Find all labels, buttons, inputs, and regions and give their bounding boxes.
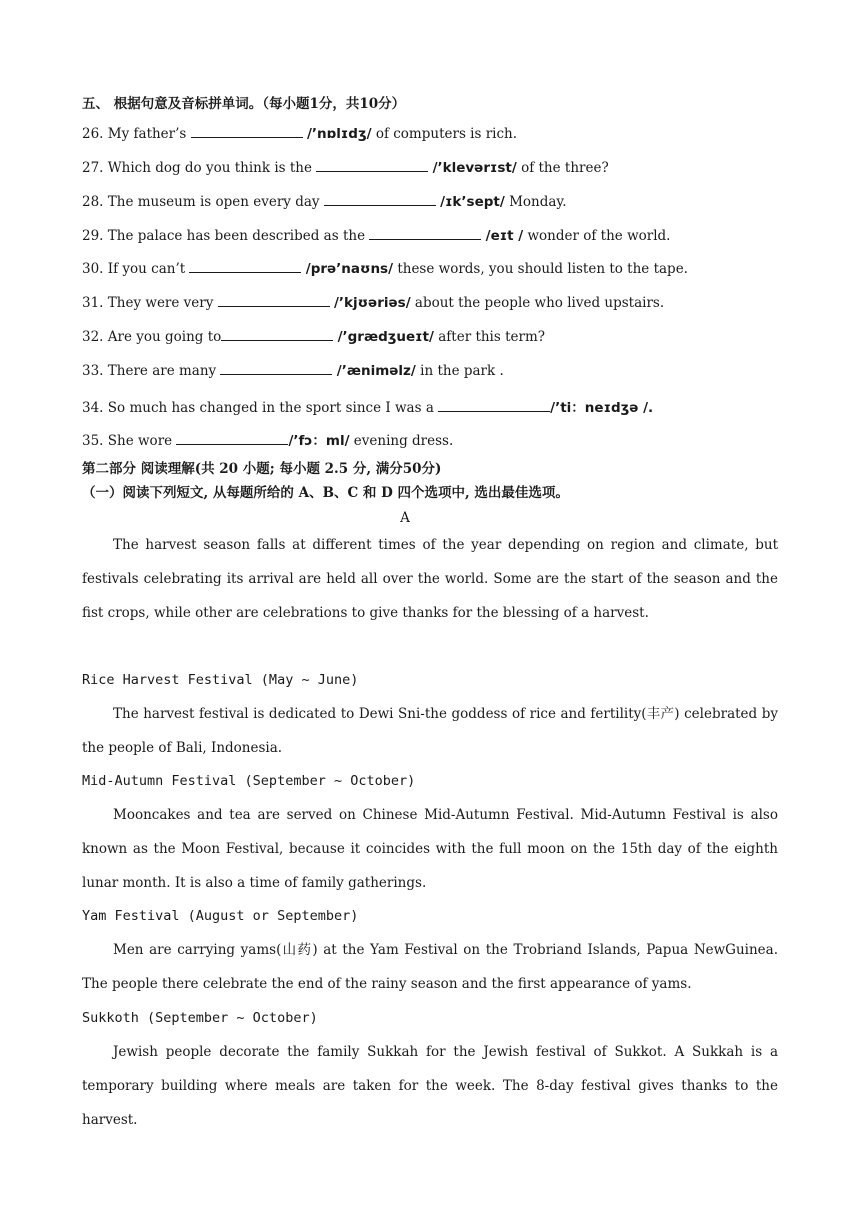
phonetic: /’klevərɪst/ bbox=[432, 160, 517, 176]
question-number: 27. bbox=[82, 160, 104, 176]
phonetic: /’ti：neɪdʒə /. bbox=[550, 400, 654, 416]
question-text-after: Monday. bbox=[509, 194, 567, 210]
question-text-after: of computers is rich. bbox=[375, 126, 518, 142]
phonetic: /’grædʒueɪt/ bbox=[337, 329, 434, 345]
question-number: 30. bbox=[82, 261, 104, 277]
question-text-before: The palace has been described as the bbox=[107, 228, 366, 244]
question-text-before: They were very bbox=[107, 295, 214, 311]
answer-blank[interactable] bbox=[220, 362, 332, 375]
festival-heading: Yam Festival (August or September) bbox=[82, 908, 359, 924]
passage-label: A bbox=[400, 510, 410, 526]
festival-paragraph bbox=[82, 1035, 778, 1137]
question-32 bbox=[82, 328, 545, 345]
festival-text: Mooncakes and tea are served on Chinese Mid-Autumn Festival. Mid-Autumn Festival is also known as the Moon Festival, because it coincides with the full moon on the 15th day of the eighth lunar month. It is also a time of family gatherings. bbox=[82, 807, 778, 891]
question-30 bbox=[82, 260, 688, 277]
question-text-before: Which dog do you think is the bbox=[107, 160, 312, 176]
part-2-title: 第二部分 阅读理解(共 20 小题; 每小题 2.5 分, 满分50分) bbox=[82, 461, 442, 477]
phonetic: /’fɔ：ml/ bbox=[288, 433, 350, 449]
festival-heading: Mid-Autumn Festival (September ~ October) bbox=[82, 773, 416, 789]
answer-blank[interactable] bbox=[324, 193, 436, 206]
phonetic: /eɪt / bbox=[485, 228, 524, 244]
part-2-instruction: （一）阅读下列短文, 从每题所给的 A、B、C 和 D 四个选项中, 选出最佳选项。 bbox=[82, 485, 569, 501]
question-text-before: My father’s bbox=[107, 126, 187, 142]
intro-paragraph bbox=[82, 528, 778, 630]
phonetic: /’kjʊəriəs/ bbox=[333, 295, 411, 311]
question-text-before: There are many bbox=[107, 363, 217, 379]
question-33 bbox=[82, 362, 504, 379]
question-number: 28. bbox=[82, 194, 104, 210]
question-text-before: She wore bbox=[107, 433, 173, 449]
phonetic: /’ænimәlz/ bbox=[336, 363, 416, 379]
question-number: 26. bbox=[82, 126, 104, 142]
answer-blank[interactable] bbox=[218, 294, 330, 307]
answer-blank[interactable] bbox=[316, 159, 428, 172]
phonetic: /prə’naʊns/ bbox=[305, 261, 394, 277]
question-text-after: these words, you should listen to the tape. bbox=[397, 261, 688, 277]
festival-paragraph bbox=[82, 697, 778, 765]
question-text-after: in the park . bbox=[420, 363, 504, 379]
festival-text: The harvest festival is dedicated to Dewi Sni-the goddess of rice and fertility(丰产) celebrated by the people of Bali, Indonesia. bbox=[82, 706, 778, 756]
festival-paragraph bbox=[82, 798, 778, 900]
festival-text: Men are carrying yams(山药) at the Yam Festival on the Trobriand Islands, Papua NewGuinea. The people there celebrate the end of the rainy season and the first appearance of yams. bbox=[82, 942, 778, 992]
question-text-before: The museum is open every day bbox=[107, 194, 320, 210]
answer-blank[interactable] bbox=[176, 432, 288, 445]
festival-paragraph bbox=[82, 933, 778, 1001]
question-27 bbox=[82, 159, 609, 176]
question-number: 32. bbox=[82, 329, 104, 345]
question-number: 34. bbox=[82, 400, 104, 416]
festival-heading: Sukkoth (September ~ October) bbox=[82, 1010, 318, 1026]
question-text-after: wonder of the world. bbox=[527, 228, 671, 244]
question-26 bbox=[82, 125, 517, 142]
question-number: 31. bbox=[82, 295, 104, 311]
question-text-before: If you can’t bbox=[107, 261, 186, 277]
question-text-before: So much has changed in the sport since I was a bbox=[107, 400, 434, 416]
phonetic: /ɪk’sept/ bbox=[440, 194, 505, 210]
question-28 bbox=[82, 193, 567, 210]
festival-heading: Rice Harvest Festival (May ~ June) bbox=[82, 672, 359, 688]
section-5-title: 五、 根据句意及音标拼单词。（每小题1分，共10分） bbox=[82, 96, 406, 112]
question-number: 29. bbox=[82, 228, 104, 244]
question-number: 33. bbox=[82, 363, 104, 379]
question-35 bbox=[82, 429, 453, 449]
question-text-after: of the three? bbox=[521, 160, 609, 176]
question-text-after: evening dress. bbox=[353, 433, 454, 449]
question-29 bbox=[82, 227, 670, 244]
phonetic: /’nɒlɪdʒ/ bbox=[306, 126, 372, 142]
festival-text: Jewish people decorate the family Sukkah for the Jewish festival of Sukkot. A Sukkah is a temporary building where meals are taken for the week. The 8-day festival gives thanks to the harvest. bbox=[82, 1044, 778, 1128]
intro-text: The harvest season falls at different times of the year depending on region and climate, but festivals celebrating its arrival are held all over the world. Some are the start of the season and the fist crops, while other are celebrations to give thanks for the blessing of a harvest. bbox=[82, 537, 778, 621]
answer-blank[interactable] bbox=[369, 227, 481, 240]
answer-blank[interactable] bbox=[438, 399, 550, 412]
question-31 bbox=[82, 294, 664, 311]
question-34 bbox=[82, 396, 653, 416]
answer-blank[interactable] bbox=[189, 260, 301, 273]
answer-blank[interactable] bbox=[191, 125, 303, 138]
question-text-before: Are you going to bbox=[107, 329, 222, 345]
question-text-after: after this term? bbox=[438, 329, 546, 345]
question-number: 35. bbox=[82, 433, 104, 449]
question-text-after: about the people who lived upstairs. bbox=[414, 295, 665, 311]
answer-blank[interactable] bbox=[221, 328, 333, 341]
